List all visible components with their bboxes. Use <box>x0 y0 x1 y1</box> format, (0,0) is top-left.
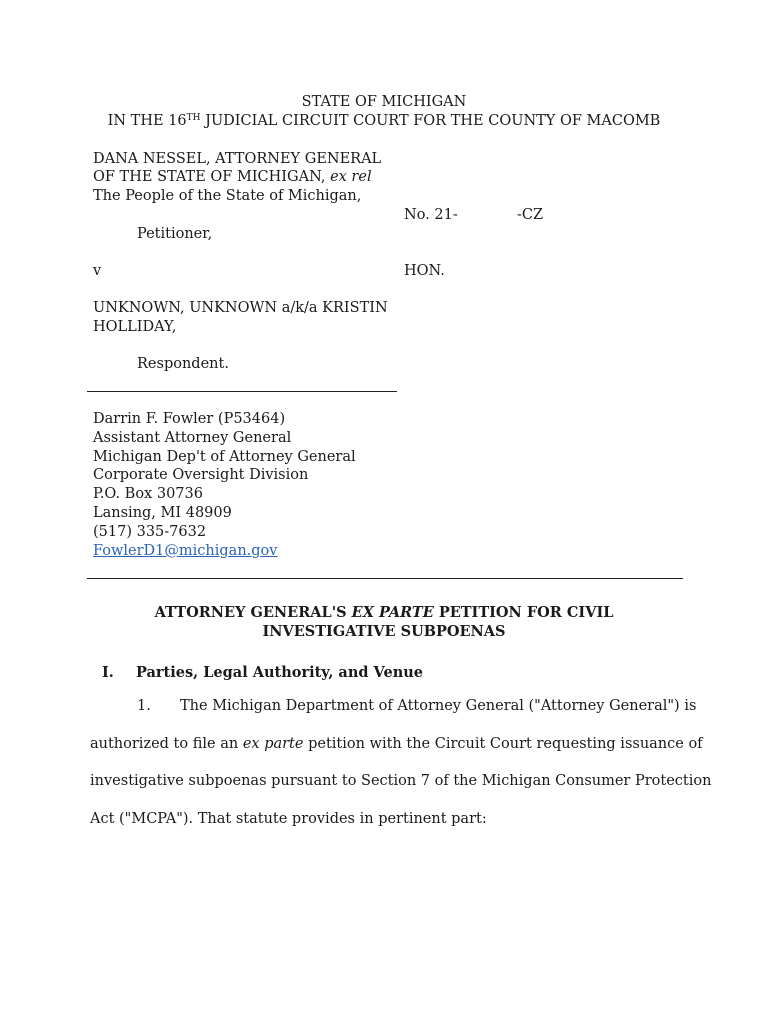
counsel-name: Darrin F. Fowler (P53464) <box>93 411 286 427</box>
counsel-email-link[interactable] <box>93 542 277 561</box>
respondent-label: Respondent. <box>137 356 229 372</box>
petitioner-label: Petitioner, <box>137 226 213 242</box>
counsel-division: Corporate Oversight Division <box>93 467 309 483</box>
section-number: I. <box>102 664 114 681</box>
counsel-box: P.O. Box 30736 <box>93 486 203 502</box>
document-title-line2: INVESTIGATIVE SUBPOENAS <box>262 623 506 640</box>
petitioner-name-line2: OF THE STATE OF MICHIGAN, ex rel <box>93 169 372 185</box>
document-title-line1: ATTORNEY GENERAL'S EX PARTE PETITION FOR CIVIL <box>154 604 614 621</box>
case-number: No. 21- <box>404 207 458 223</box>
caption-divider <box>87 391 397 392</box>
body-line-3: investigative subpoenas pursuant to Section 7 of the Michigan Consumer Protection <box>90 773 712 789</box>
counsel-phone: (517) 335-7632 <box>93 524 207 540</box>
judge-label: HON. <box>404 263 445 279</box>
petitioner-name-line1: DANA NESSEL, ATTORNEY GENERAL <box>93 151 382 167</box>
body-line-2: authorized to file an ex parte petition with the Circuit Court requesting issuance of <box>90 736 703 752</box>
counsel-divider <box>87 578 683 579</box>
state-heading: STATE OF MICHIGAN <box>301 94 467 110</box>
case-suffix: -CZ <box>517 207 544 223</box>
paragraph-number: 1. <box>137 698 151 714</box>
section-heading: Parties, Legal Authority, and Venue <box>136 664 424 681</box>
email-link[interactable]: FowlerD1@michigan.gov <box>93 543 278 559</box>
respondent-name-line1: UNKNOWN, UNKNOWN a/k/a KRISTIN <box>93 300 388 316</box>
petitioner-name-line3: The People of the State of Michigan, <box>93 188 362 204</box>
counsel-dept: Michigan Dep't of Attorney General <box>93 449 356 465</box>
counsel-city: Lansing, MI 48909 <box>93 505 232 521</box>
court-heading: IN THE 16TH JUDICIAL CIRCUIT COURT FOR THE COUNTY OF MACOMB <box>107 113 661 129</box>
body-line-4: Act ("MCPA"). That statute provides in pertinent part: <box>90 811 487 827</box>
versus: v <box>93 263 102 279</box>
counsel-title: Assistant Attorney General <box>93 430 292 446</box>
body-line-1: The Michigan Department of Attorney General ("Attorney General") is <box>180 698 697 714</box>
respondent-name-line2: HOLLIDAY, <box>93 319 177 335</box>
